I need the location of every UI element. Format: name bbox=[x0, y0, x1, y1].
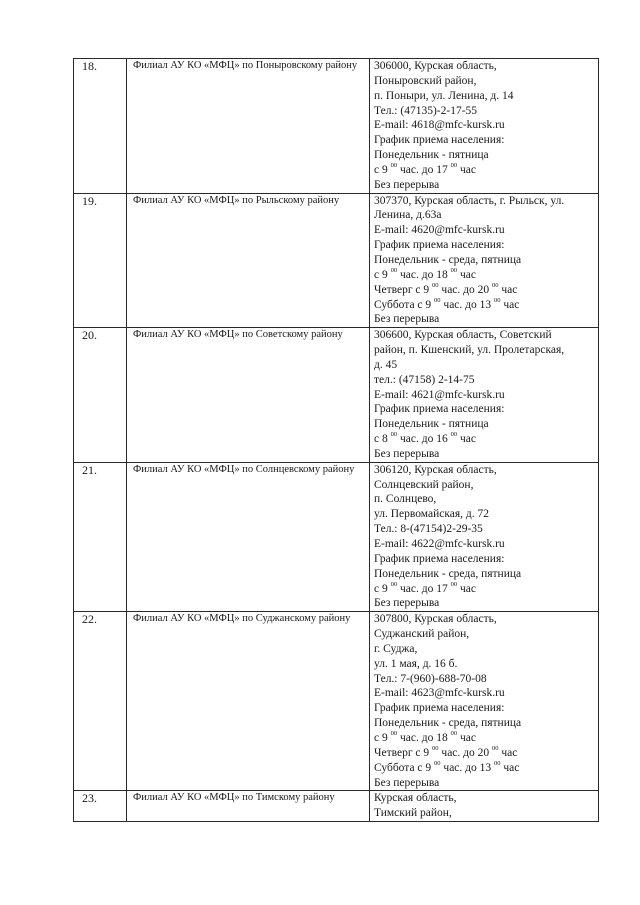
contact-line: E-mail: 4618@mfc-kursk.ru bbox=[374, 119, 505, 132]
contact-line: Тел.: 8-(47154)2-29-35 bbox=[374, 523, 483, 536]
contact-line: район, п. Кшенский, ул. Пролетарская, bbox=[374, 344, 565, 357]
row-number: 23. bbox=[82, 791, 97, 806]
branch-name-cell bbox=[127, 462, 370, 611]
minutes-superscript: 00 bbox=[432, 282, 439, 289]
minutes-superscript: 00 bbox=[494, 297, 501, 304]
contact-line: ул. 1 мая, д. 16 б. bbox=[374, 657, 458, 670]
contact-line: Без перерыва bbox=[374, 776, 440, 789]
table-row bbox=[74, 193, 599, 328]
contact-line: Суджанский район, bbox=[374, 628, 470, 641]
row-number-cell bbox=[74, 791, 127, 822]
contact-line: с 9 $^{00}$ час. до 18 $^{00}$ час bbox=[374, 730, 476, 744]
row-number: 19. bbox=[82, 193, 97, 208]
branch-name: Филиал АУ КО «МФЦ» по Советскому району bbox=[133, 329, 343, 341]
table-row bbox=[74, 59, 599, 194]
minutes-superscript: 00 bbox=[492, 745, 499, 752]
row-number: 22. bbox=[82, 612, 97, 627]
contact-line: Понедельник - среда, пятница bbox=[374, 253, 522, 266]
minutes-superscript: 00 bbox=[434, 297, 441, 304]
minutes-superscript: 00 bbox=[434, 760, 441, 767]
contact-line: Без перерыва bbox=[374, 447, 440, 460]
minutes-superscript: 00 bbox=[492, 282, 499, 289]
contact-line: График приема населения: bbox=[374, 702, 505, 715]
branch-name-cell bbox=[127, 328, 370, 463]
table-row bbox=[74, 462, 599, 611]
contact-line: E-mail: 4622@mfc-kursk.ru bbox=[374, 538, 505, 550]
minutes-superscript: 00 bbox=[390, 581, 398, 588]
contact-line: с 8 $^{00}$ час. до 16 $^{00}$ час bbox=[374, 432, 476, 446]
document-page bbox=[73, 58, 599, 822]
minutes-superscript: 00 bbox=[450, 267, 458, 274]
row-number-cell bbox=[74, 59, 127, 194]
contact-line: 307370, Курская область, г. Рыльск, ул. bbox=[374, 194, 565, 207]
contact-line: 306600, Курская область, Советский bbox=[374, 329, 552, 342]
contact-line: График приема населения: bbox=[374, 239, 505, 252]
branch-contacts-cell bbox=[370, 462, 599, 611]
contact-line: 306120, Курская область, bbox=[374, 463, 497, 476]
row-number-cell bbox=[74, 462, 127, 611]
branch-name: Филиал АУ КО «МФЦ» по Солнцевскому району bbox=[133, 463, 355, 475]
minutes-superscript: 00 bbox=[432, 745, 439, 752]
branch-contacts-cell bbox=[370, 193, 599, 328]
table-row bbox=[74, 612, 599, 791]
contact-line: Без перерыва bbox=[374, 178, 440, 191]
minutes-superscript: 00 bbox=[450, 730, 458, 738]
contact-line: Солнцевский район, bbox=[374, 478, 474, 491]
contact-line: Без перерыва bbox=[374, 597, 440, 610]
branch-name-cell bbox=[127, 193, 370, 328]
branch-name: Филиал АУ КО «МФЦ» по Поныровскому району bbox=[133, 60, 358, 71]
contact-line: Тел.: (47135)-2-17-55 bbox=[374, 104, 478, 117]
branch-name-cell bbox=[127, 59, 370, 194]
contact-line: Без перерыва bbox=[374, 313, 440, 326]
branch-name-cell bbox=[127, 791, 370, 822]
contact-line: п. Солнцево, bbox=[374, 493, 437, 506]
contact-line: E-mail: 4621@mfc-kursk.ru bbox=[374, 388, 505, 401]
contact-line: Курская область, bbox=[374, 792, 457, 805]
minutes-superscript: 00 bbox=[390, 432, 398, 439]
branch-name: Филиал АУ КО «МФЦ» по Рыльскому району bbox=[133, 194, 340, 206]
branch-contacts-cell bbox=[370, 59, 599, 194]
contact-line: Тел.: 7-(960)-688-70-08 bbox=[374, 672, 487, 685]
contact-line: График приема населения: bbox=[374, 134, 505, 147]
contact-line: E-mail: 4623@mfc-kursk.ru bbox=[374, 687, 505, 700]
table-row bbox=[74, 328, 599, 463]
row-number-cell bbox=[74, 193, 127, 328]
contact-line: с 9 $^{00}$ час. до 17 $^{00}$ час bbox=[374, 581, 476, 595]
contact-line: E-mail: 4620@mfc-kursk.ru bbox=[374, 224, 505, 237]
contact-line: Четверг с 9 $^{00}$ час. до 20 $^{00}$ час bbox=[374, 282, 518, 296]
contact-line: 306000, Курская область, bbox=[374, 60, 497, 72]
branch-contacts-cell bbox=[370, 328, 599, 463]
contact-line: График приема населения: bbox=[374, 552, 505, 565]
contact-line: д. 45 bbox=[374, 358, 398, 371]
table-body bbox=[74, 59, 599, 822]
minutes-superscript: 00 bbox=[390, 162, 398, 170]
minutes-superscript: 00 bbox=[450, 581, 458, 588]
branch-contacts-cell bbox=[370, 791, 599, 822]
row-number: 18. bbox=[82, 59, 97, 73]
minutes-superscript: 00 bbox=[450, 162, 458, 170]
contact-line: Суббота с 9 $^{00}$ час. до 13 $^{00}$ час bbox=[374, 760, 520, 774]
contact-line: Тимский район, bbox=[374, 807, 452, 820]
contact-line: Понедельник - среда, пятница bbox=[374, 717, 522, 730]
contact-line: ул. Первомайская, д. 72 bbox=[374, 508, 489, 521]
minutes-superscript: 00 bbox=[494, 760, 501, 767]
contact-line: с 9 $^{00}$ час. до 18 $^{00}$ час bbox=[374, 267, 476, 281]
contact-line: Понедельник - пятница bbox=[374, 418, 489, 431]
contact-line: г. Суджа, bbox=[374, 642, 418, 655]
row-number: 21. bbox=[82, 462, 97, 477]
minutes-superscript: 00 bbox=[450, 432, 458, 439]
contact-line: Суббота с 9 $^{00}$ час. до 13 $^{00}$ час bbox=[374, 297, 520, 311]
contact-line: тел.: (47158) 2-14-75 bbox=[374, 373, 475, 386]
minutes-superscript: 00 bbox=[390, 267, 398, 274]
branch-name: Филиал АУ КО «МФЦ» по Суджанскому району bbox=[133, 613, 351, 625]
mfc-branches-table bbox=[73, 58, 599, 822]
contact-line: Четверг с 9 $^{00}$ час. до 20 $^{00}$ час bbox=[374, 745, 518, 759]
contact-line: График приема населения: bbox=[374, 403, 505, 416]
row-number-cell bbox=[74, 612, 127, 791]
contact-line: с 9 $^{00}$ час. до 17 $^{00}$ час bbox=[374, 162, 476, 176]
contact-line: Понедельник - пятница bbox=[374, 149, 489, 162]
contact-line: п. Поныри, ул. Ленина, д. 14 bbox=[374, 89, 514, 102]
branch-name: Филиал АУ КО «МФЦ» по Тимскому району bbox=[133, 792, 335, 804]
row-number-cell bbox=[74, 328, 127, 463]
table-row bbox=[74, 791, 599, 822]
branch-name-cell bbox=[127, 612, 370, 791]
contact-line: 307800, Курская область, bbox=[374, 613, 497, 626]
branch-contacts-cell bbox=[370, 612, 599, 791]
contact-line: Понедельник - среда, пятница bbox=[374, 567, 522, 580]
minutes-superscript: 00 bbox=[390, 730, 398, 738]
row-number: 20. bbox=[82, 328, 97, 343]
contact-line: Поныровский район, bbox=[374, 74, 477, 87]
contact-line: Ленина, д.63а bbox=[374, 209, 442, 222]
